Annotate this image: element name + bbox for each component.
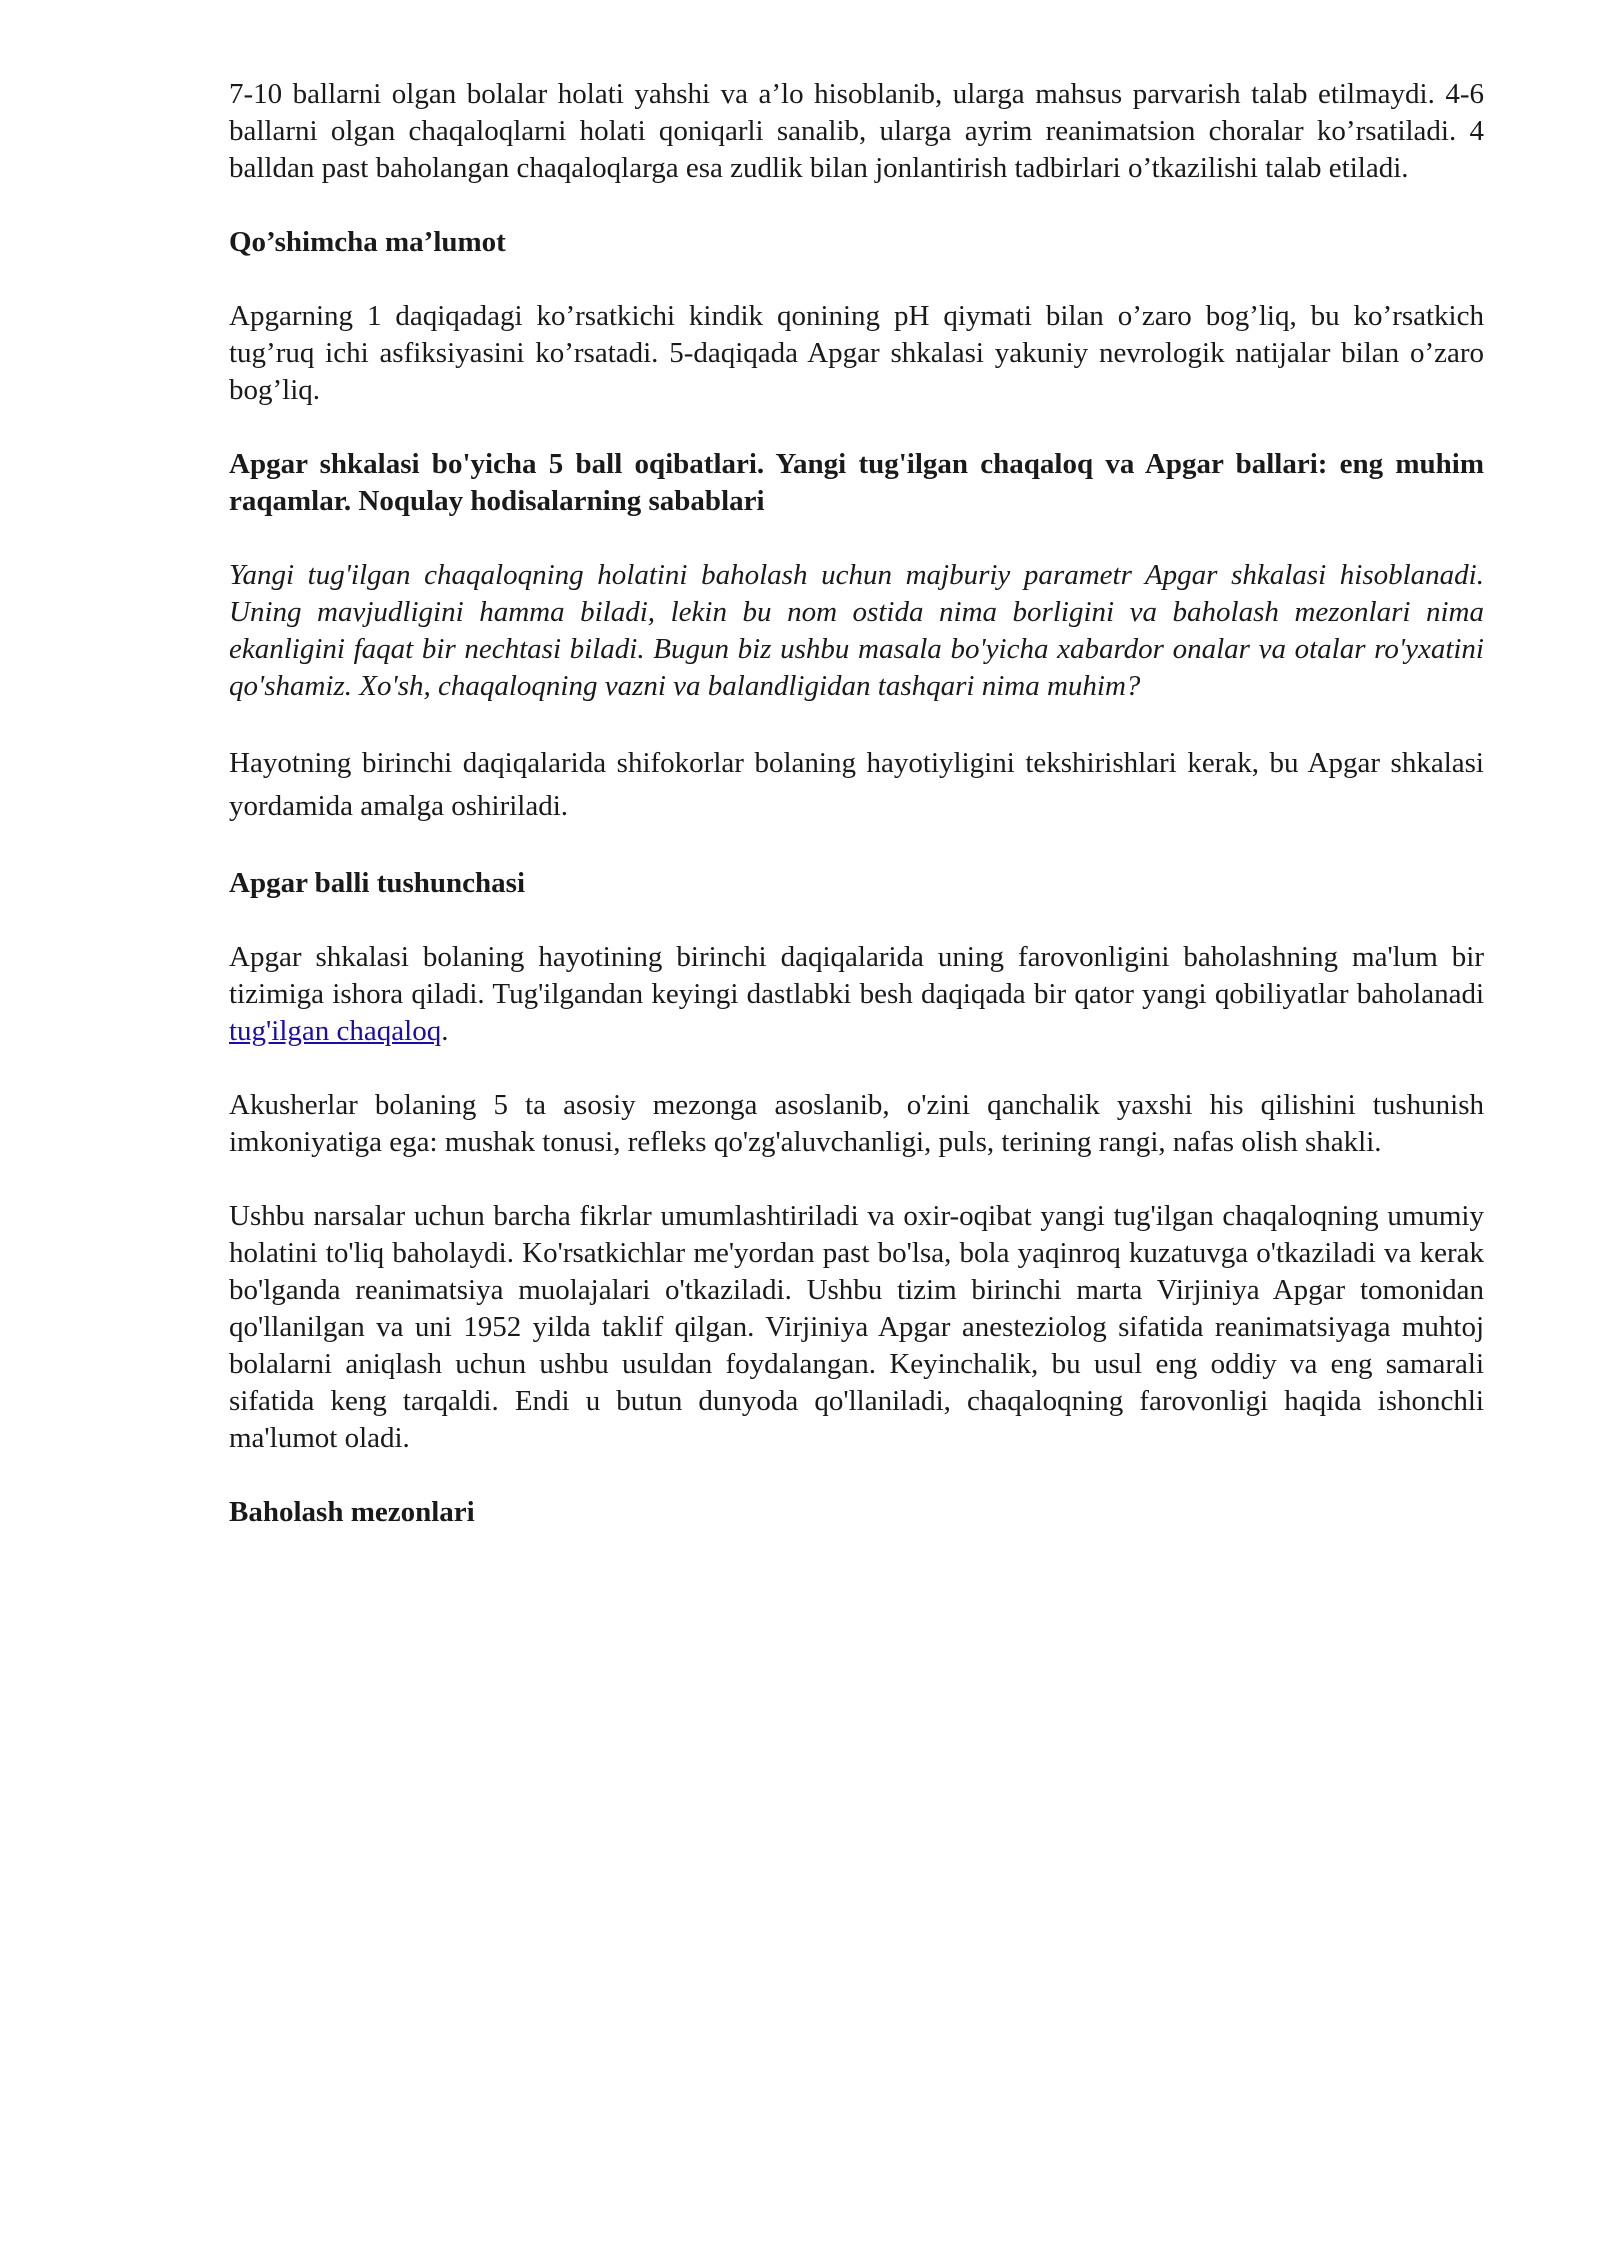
newborn-link[interactable]: tug'ilgan chaqaloq <box>229 1015 442 1047</box>
paragraph-apgar-definition-end: . <box>441 1015 449 1047</box>
heading-assessment-criteria: Baholash mezonlari <box>229 1496 475 1528</box>
heading-apgar-5-points: Apgar shkalasi bo'yicha 5 ball oqibatlari. Yangi tug'ilgan chaqaloq va Apgar ballari: eng muhim raqamlar. Noqulay hodisalarning sabablari <box>229 448 1484 517</box>
paragraph-apgar-definition-text: Apgar shkalasi bolaning hayotining birinchi daqiqalarida uning farovonligini baholashning ma'lum bir tizimiga ishora qiladi. Tug'ilgandan keyingi dastlabki besh daqiqada bir qator yangi qobiliyatlar baholanadi <box>229 941 1484 1010</box>
paragraph-apgar-score-ranges: 7-10 ballarni olgan bolalar holati yahshi va a’lo hisoblanib, ularga mahsus parvarish talab etilmaydi. 4-6 ballarni olgan chaqaloqlarni holati qoniqarli sanalib, ularga ayrim reanimatsion choralar ko’rsatiladi. 4 balldan past baholangan chaqaloqlarga esa zudlik bilan jonlantirish tadbirlari o’tkazilishi talab etiladi. <box>229 78 1484 184</box>
document-page <box>229 76 1484 1568</box>
paragraph-intro-italic: Yangi tug'ilgan chaqaloqning holatini baholash uchun majburiy parametr Apgar shkalasi hisoblanadi. Uning mavjudligini hamma biladi, lekin bu nom ostida nima borligini va baholash mezonlari nima ekanligini faqat bir nechtasi biladi. Bugun biz ushbu masala bo'yicha xabardor onalar va otalar ro'yxatini qo'shamiz. Xo'sh, chaqaloqning vazni va balandligidan tashqari nima muhim? <box>229 559 1484 702</box>
paragraph-ph-correlation: Apgarning 1 daqiqadagi ko’rsatkichi kindik qonining pH qiymati bilan o’zaro bog’liq, bu ko’rsatkich tug’ruq ichi asfiksiyasini ko’rsatadi. 5-daqiqada Apgar shkalasi yakuniy nevrologik natijalar bilan o’zaro bog’liq. <box>229 300 1484 406</box>
paragraph-apgar-definition <box>229 939 1484 1050</box>
heading-apgar-concept: Apgar balli tushunchasi <box>229 867 526 899</box>
paragraph-first-minutes: Hayotning birinchi daqiqalarida shifokorlar bolaning hayotiyligini tekshirishlari kerak, bu Apgar shkalasi yordamida amalga oshiriladi. <box>229 747 1484 822</box>
heading-additional-info: Qo’shimcha ma’lumot <box>229 226 506 258</box>
paragraph-five-criteria: Akusherlar bolaning 5 ta asosiy mezonga asoslanib, o'zini qanchalik yaxshi his qilishini tushunish imkoniyatiga ega: mushak tonusi, refleks qo'zg'aluvchanligi, puls, terining rangi, nafas olish shakli. <box>229 1089 1484 1158</box>
paragraph-virginia-apgar-history: Ushbu narsalar uchun barcha fikrlar umumlashtiriladi va oxir-oqibat yangi tug'ilgan chaqaloqning umumiy holatini to'liq baholaydi. Ko'rsatkichlar me'yordan past bo'lsa, bola yaqinroq kuzatuvga o'tkaziladi va kerak bo'lganda reanimatsiya muolajalari o'tkaziladi. Ushbu tizim birinchi marta Virjiniya Apgar tomonidan qo'llanilgan va uni 1952 yilda taklif qilgan. Virjiniya Apgar anesteziolog sifatida reanimatsiyaga muhtoj bolalarni aniqlash uchun ushbu usuldan foydalangan. Keyinchalik, bu usul eng oddiy va eng samarali sifatida keng tarqaldi. Endi u butun dunyoda qo'llaniladi, chaqaloqning farovonligi haqida ishonchli ma'lumot oladi. <box>229 1200 1484 1454</box>
